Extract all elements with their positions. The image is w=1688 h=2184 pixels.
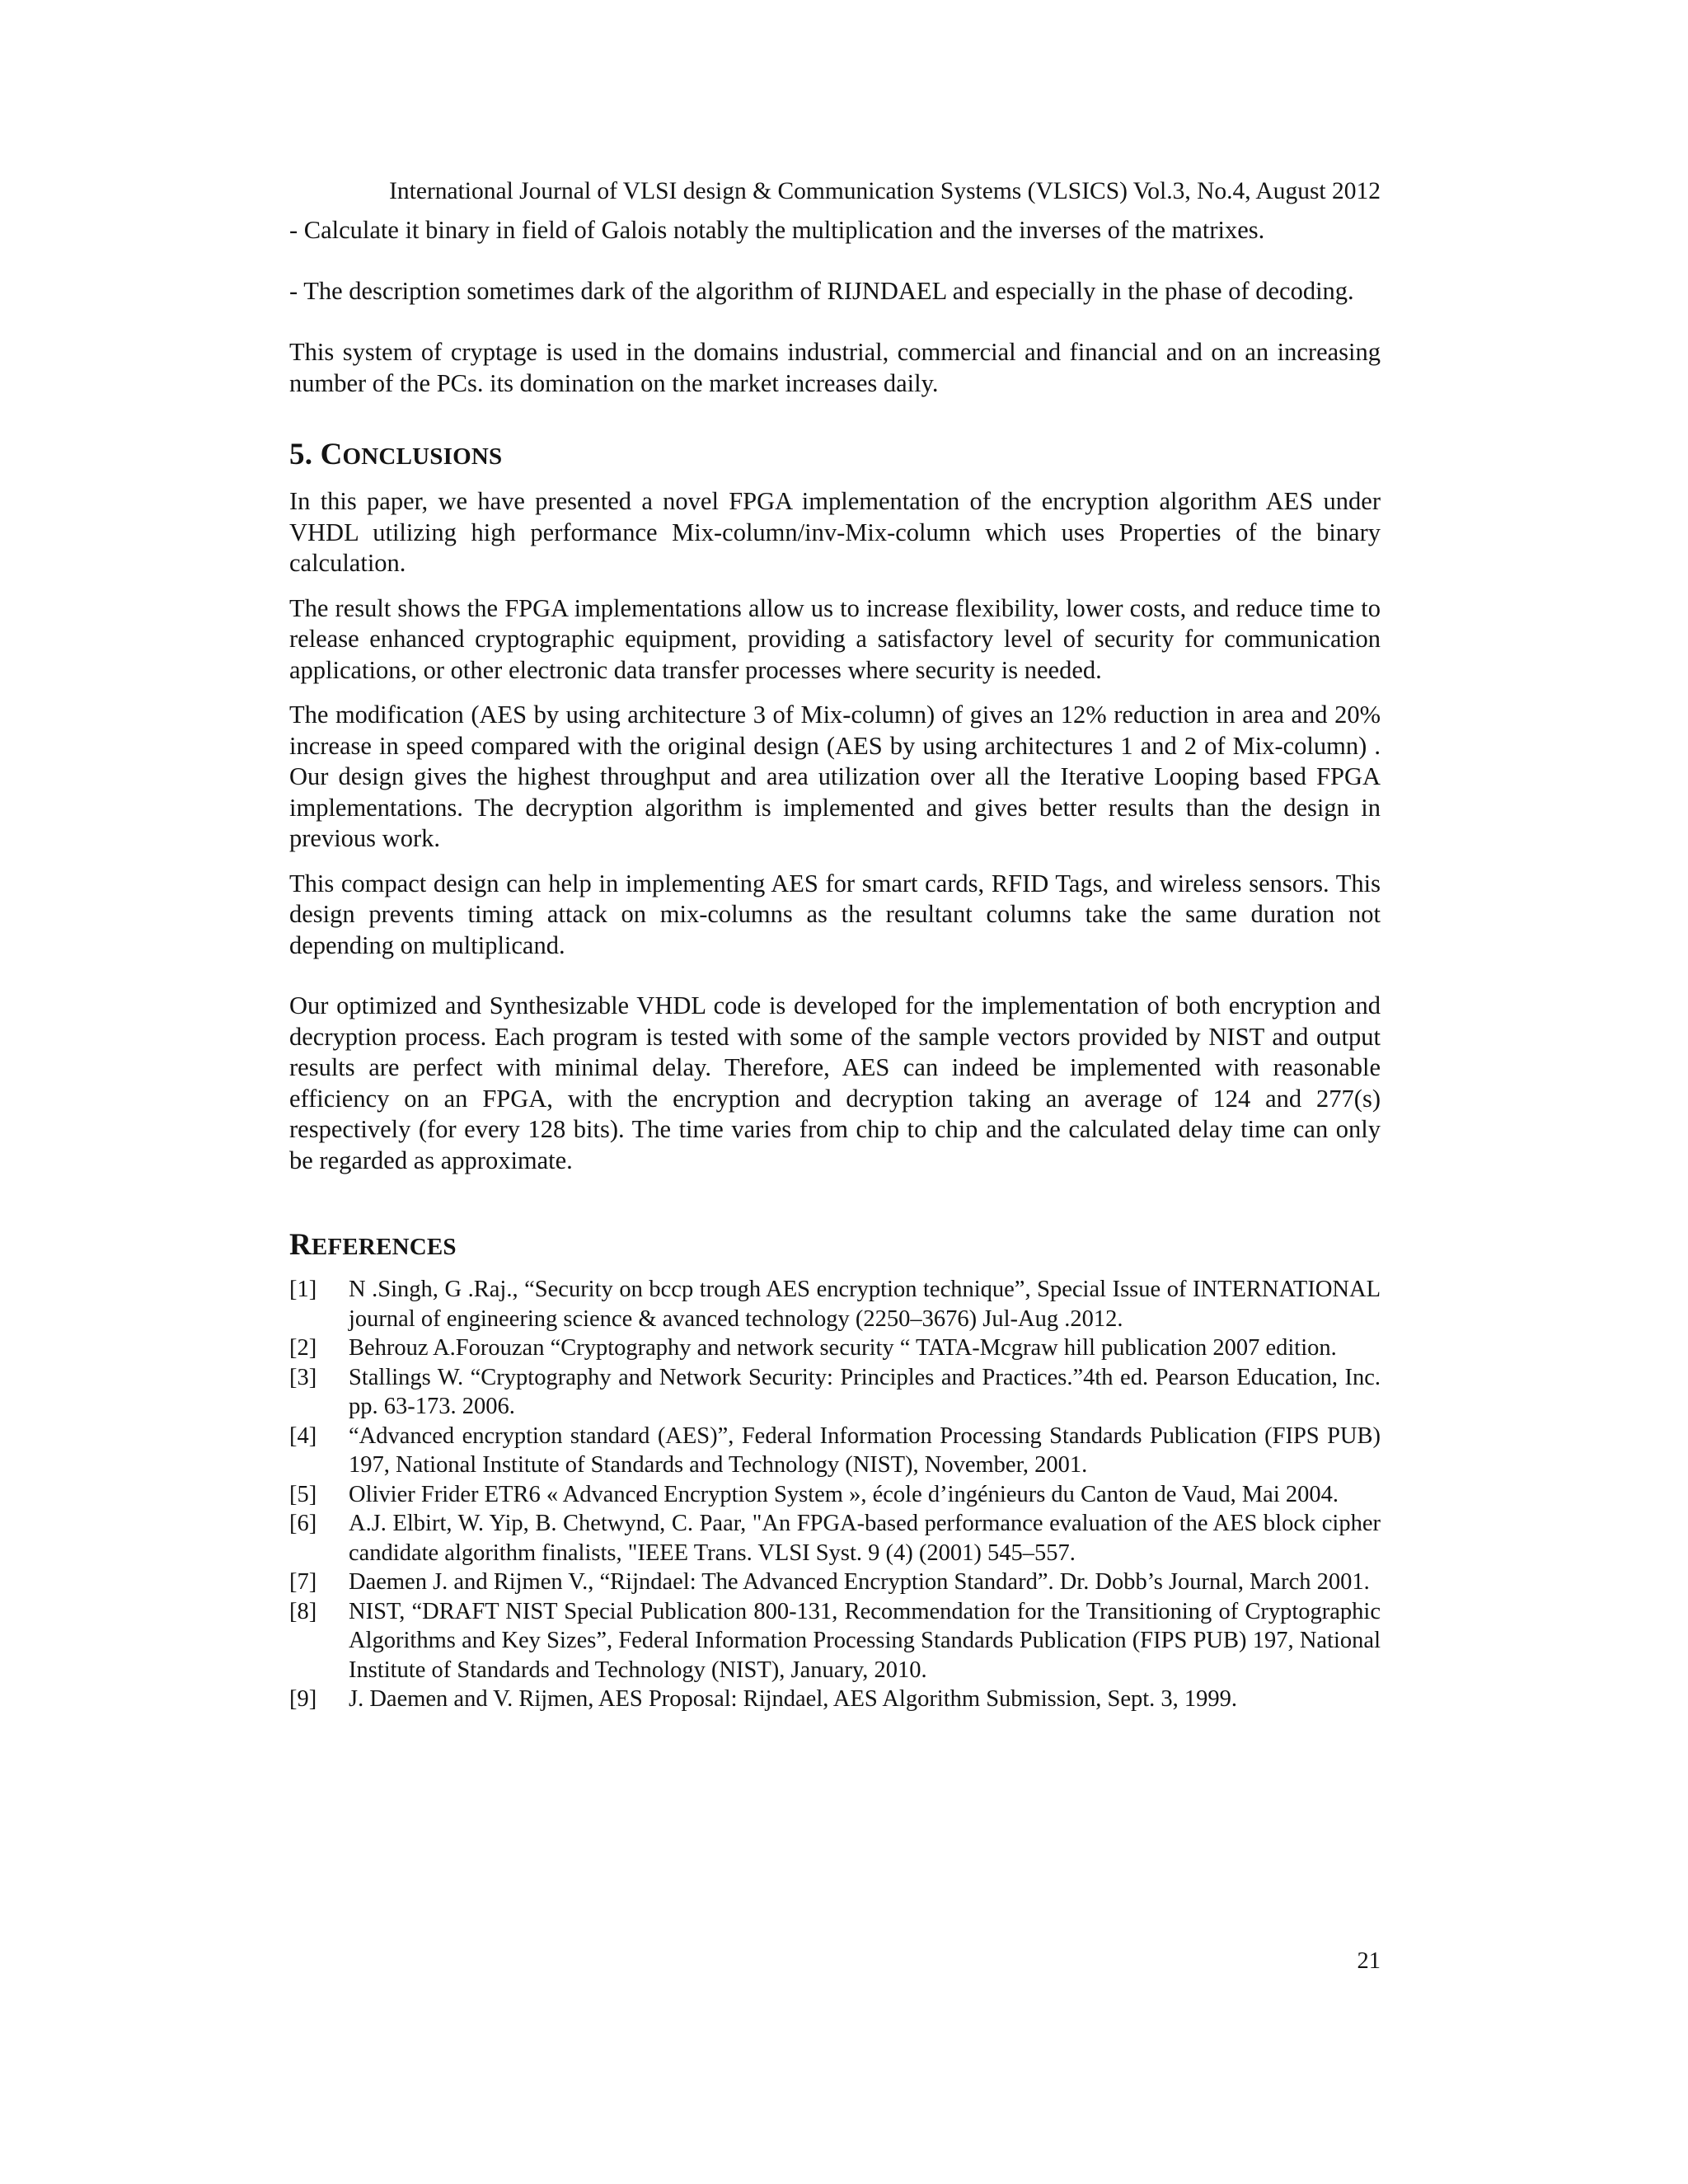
- conclusions-heading-first: 5. C: [289, 438, 343, 471]
- conclusions-heading: [289, 437, 1381, 475]
- references-heading-first: R: [289, 1228, 312, 1262]
- reference-number: [8]: [289, 1598, 317, 1624]
- reference-number: [1]: [289, 1277, 317, 1302]
- reference-item: [289, 1509, 1381, 1568]
- intro-bullet-1: - Calculate it binary in field of Galois notably the multiplication and the inverses of the matrixes.: [289, 216, 1265, 244]
- conclusions-section: [289, 486, 1381, 1176]
- reference-item: [289, 1363, 1381, 1422]
- reference-text: Olivier Frider ETR6 « Advanced Encryption System », école d’ingénieurs du Canton de Vaud, Mai 2004.: [349, 1481, 1339, 1507]
- conclusions-paragraph: The result shows the FPGA implementations allow us to increase flexibility, lower costs, and reduce time to release enhanced cryptographic equipment, providing a satisfactory level of security for communication applications, or other electronic data transfer processes where security is needed.: [289, 593, 1381, 684]
- conclusions-paragraph: In this paper, we have presented a novel FPGA implementation of the encryption algorithm AES under VHDL utilizing high performance Mix-column/inv-Mix-column which uses Properties of the binary calculation.: [289, 487, 1381, 577]
- references-heading: [289, 1227, 1381, 1265]
- reference-text: J. Daemen and V. Rijmen, AES Proposal: Rijndael, AES Algorithm Submission, Sept. 3, 1999.: [349, 1686, 1238, 1712]
- reference-number: [3]: [289, 1364, 317, 1390]
- reference-number: [2]: [289, 1335, 317, 1361]
- reference-list: [289, 1275, 1381, 1714]
- reference-item: [289, 1685, 1381, 1714]
- running-head: International Journal of VLSI design & Communication Systems (VLSICS) Vol.3, No.4, August 2012: [389, 178, 1381, 204]
- reference-text: Behrouz A.Forouzan “Cryptography and network security “ TATA-Mcgraw hill publication 2007 edition.: [349, 1335, 1337, 1361]
- reference-text: N .Singh, G .Raj., “Security on bccp trough AES encryption technique”, Special Issue of INTERNATIONAL journal of engineering science & avanced technology (2250–3676) Jul-Aug .2012.: [349, 1277, 1381, 1332]
- reference-item: [289, 1422, 1381, 1480]
- reference-text: A.J. Elbirt, W. Yip, B. Chetwynd, C. Paar, "An FPGA-based performance evaluation of the AES block cipher candidate algorithm finalists, "IEEE Trans. VLSI Syst. 9 (4) (2001) 545–557.: [349, 1511, 1381, 1566]
- reference-item: [289, 1480, 1381, 1510]
- reference-item: [289, 1568, 1381, 1597]
- reference-text: Daemen J. and Rijmen V., “Rijndael: The Advanced Encryption Standard”. Dr. Dobb’s Journal, March 2001.: [349, 1569, 1370, 1595]
- reference-text: “Advanced encryption standard (AES)”, Federal Information Processing Standards Publication (FIPS PUB) 197, National Institute of Standards and Technology (NIST), November, 2001.: [349, 1422, 1381, 1478]
- reference-number: [4]: [289, 1422, 317, 1449]
- conclusions-paragraph: Our optimized and Synthesizable VHDL code is developed for the implementation of both encryption and decryption process. Each program is tested with some of the sample vectors provided by NIST and output results are perfect with minimal delay. Therefore, AES can indeed be implemented with reasonable efficiency on an FPGA, with the encryption and decryption taking an average of 124 and 277(s) respectively (for every 128 bits). The time varies from chip to chip and the calculated delay time can only be regarded as approximate.: [289, 991, 1381, 1174]
- reference-text: Stallings W. “Cryptography and Network Security: Principles and Practices.”4th ed. Pearson Education, Inc. pp. 63-173. 2006.: [349, 1364, 1381, 1419]
- reference-item: [289, 1597, 1381, 1685]
- reference-item: [289, 1333, 1381, 1363]
- conclusions-heading-rest: ONCLUSIONS: [342, 443, 503, 470]
- conclusions-paragraph: The modification (AES by using architecture 3 of Mix-column) of gives an 12% reduction in area and 20% increase in speed compared with the original design (AES by using architectures 1 and 2 of Mix-column) . Our design gives the highest throughput and area utilization over all the Iterative Looping based FPGA implementations. The decryption algorithm is implemented and gives better results than the design in previous work.: [289, 701, 1381, 852]
- references-heading-rest: EFERENCES: [311, 1234, 457, 1260]
- conclusions-paragraph: This compact design can help in implementing AES for smart cards, RFID Tags, and wireless sensors. This design prevents timing attack on mix-columns as the resultant columns take the same duration not depending on multiplicand.: [289, 869, 1381, 959]
- reference-number: [6]: [289, 1511, 317, 1536]
- intro-paragraph: This system of cryptage is used in the domains industrial, commercial and financial and on an increasing number of the PCs. its domination on the market increases daily.: [289, 338, 1381, 397]
- reference-item: [289, 1275, 1381, 1333]
- reference-number: [9]: [289, 1686, 317, 1712]
- intro-bullet-2: - The description sometimes dark of the algorithm of RIJNDAEL and especially in the phase of decoding.: [289, 276, 1354, 305]
- reference-number: [7]: [289, 1569, 317, 1595]
- page-body: [289, 215, 1381, 1714]
- page-number: 21: [1357, 1948, 1381, 1974]
- reference-text: NIST, “DRAFT NIST Special Publication 800-131, Recommendation for the Transitioning of Cryptographic Algorithms and Key Sizes”, Federal Information Processing Standards Publication (FIPS PUB) 197, National Institute of Standards and Technology (NIST), January, 2010.: [349, 1598, 1381, 1683]
- reference-number: [5]: [289, 1481, 317, 1507]
